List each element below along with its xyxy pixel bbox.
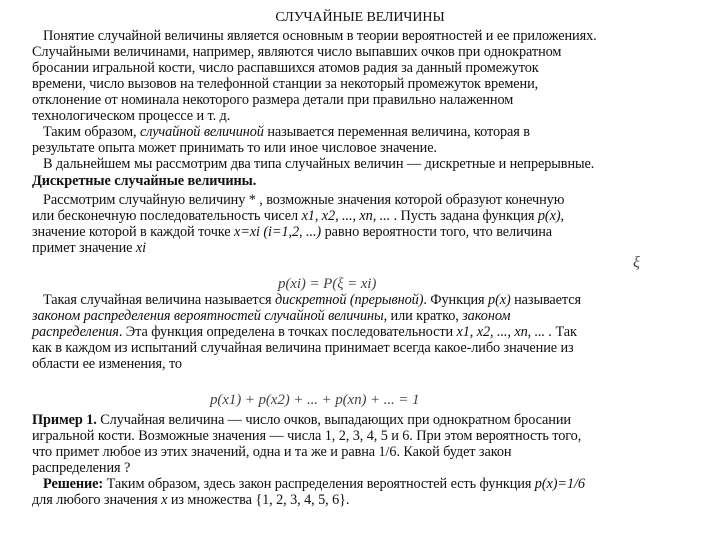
intro-line-3: бросании игральной кости, число распавшихся атомов радия за данный промежуток — [32, 60, 539, 76]
discrete-l3-start: значение которой в каждой точке — [32, 224, 235, 240]
intro-line-4: времени, число вызовов на телефонной станции за некоторый промежуток времени, — [32, 76, 539, 92]
definition-rest: называется переменная величина, которая в — [263, 124, 530, 140]
law-term-discrete: дискретной (прерывной) — [274, 292, 424, 308]
definition-line-2: результате опыта может принимать то или иное числовое значение. — [32, 140, 437, 156]
discrete-line-2 — [32, 208, 564, 224]
formula-distribution: p(xi) = P(ξ = xi) — [278, 276, 377, 292]
law-l3-mid: . Эта функция определена в точках последовательности — [118, 324, 457, 340]
section-heading: Дискретные случайные величины. — [32, 173, 257, 189]
intro-line-6: технологическом процессе и т. д. — [32, 108, 231, 124]
discrete-line-3 — [32, 224, 552, 240]
solution-line-2 — [32, 492, 349, 508]
discrete-l3-rest: равно вероятности того, что величина — [321, 224, 553, 240]
discrete-point: x=xi (i=1,2, ...) — [234, 224, 322, 240]
page-title: СЛУЧАЙНЫЕ ВЕЛИЧИНЫ — [275, 10, 445, 25]
law-sequence: x1, x2, ..., xn, ... . — [456, 324, 552, 340]
law-l1-end: называется — [510, 292, 581, 308]
intro-line-2: Случайными величинами, например, являются число выпавших очков при однократном — [32, 44, 562, 60]
law-term-short: законом — [462, 308, 511, 324]
xi-symbol: ξ — [633, 254, 640, 271]
definition-term: случайной величиной — [140, 124, 264, 140]
discrete-xi: xi — [135, 240, 147, 256]
example-line-4: распределения ? — [32, 460, 131, 476]
law-line-5: области ее изменения, то — [32, 356, 182, 372]
formula-normalization: p(x1) + p(x2) + ... + p(xn) + ... = 1 — [210, 392, 420, 408]
example-line-3: что примет любое из этих значений, одна и та же и равна 1/6. Какой будет закон — [32, 444, 512, 460]
definition-line-1 — [43, 124, 530, 140]
law-function: p(x) — [488, 292, 511, 308]
law-line-3 — [32, 324, 577, 340]
law-line-1 — [43, 292, 581, 308]
law-line-4: как в каждом из испытаний случайная величина принимает всегда какое-либо значение из — [32, 340, 574, 356]
solution-line-1 — [43, 476, 585, 492]
solution-l2-rest: из множества {1, 2, 3, 4, 5, 6}. — [167, 492, 350, 508]
law-l1-mid: . Функция — [423, 292, 489, 308]
discrete-line-1: Рассмотрим случайную величину * , возможные значения которой образуют конечную — [43, 192, 565, 208]
solution-x: x — [161, 492, 168, 508]
solution-l2-start: для любого значения — [32, 492, 162, 508]
discrete-sequence: x1, x2, ..., xn, ... — [301, 208, 391, 224]
law-l3-end: Так — [551, 324, 577, 340]
law-term-distribution: законом распределения вероятностей случайной величины — [32, 308, 384, 324]
solution-label: Решение: — [43, 476, 104, 492]
plan-line: В дальнейшем мы рассмотрим два типа случайных величин — дискретные и непрерывные. — [43, 156, 595, 172]
law-l2-mid: , или кратко, — [383, 308, 463, 324]
law-term-short-2: распределения — [32, 324, 119, 340]
example-line-2: игральной кости. Возможные значения — числа 1, 2, 3, 4, 5 и 6. При этом вероятность того, — [32, 428, 582, 444]
discrete-line-4 — [32, 240, 146, 256]
discrete-function: p(x), — [537, 208, 564, 224]
discrete-l2-start: или бесконечную последовательность чисел — [32, 208, 302, 224]
solution-l1-rest: Таким образом, здесь закон распределения вероятностей есть функция — [103, 476, 535, 492]
law-line-2 — [32, 308, 510, 324]
example-line-1 — [32, 412, 571, 428]
example-l1-rest: Случайная величина — число очков, выпадающих при однократном бросании — [96, 412, 571, 428]
example-label: Пример 1. — [32, 412, 97, 428]
intro-line-1: Понятие случайной величины является основным в теории вероятностей и ее приложениях. — [43, 28, 597, 44]
law-l1-start: Такая случайная величина называется — [43, 292, 275, 308]
discrete-l4-start: примет значение — [32, 240, 136, 256]
definition-start: Таким образом, — [43, 124, 140, 140]
discrete-l2-mid: . Пусть задана функция — [390, 208, 538, 224]
solution-function: p(x)=1/6 — [534, 476, 585, 492]
intro-line-5: отклонение от номинала некоторого размера детали при правильно налаженном — [32, 92, 514, 108]
